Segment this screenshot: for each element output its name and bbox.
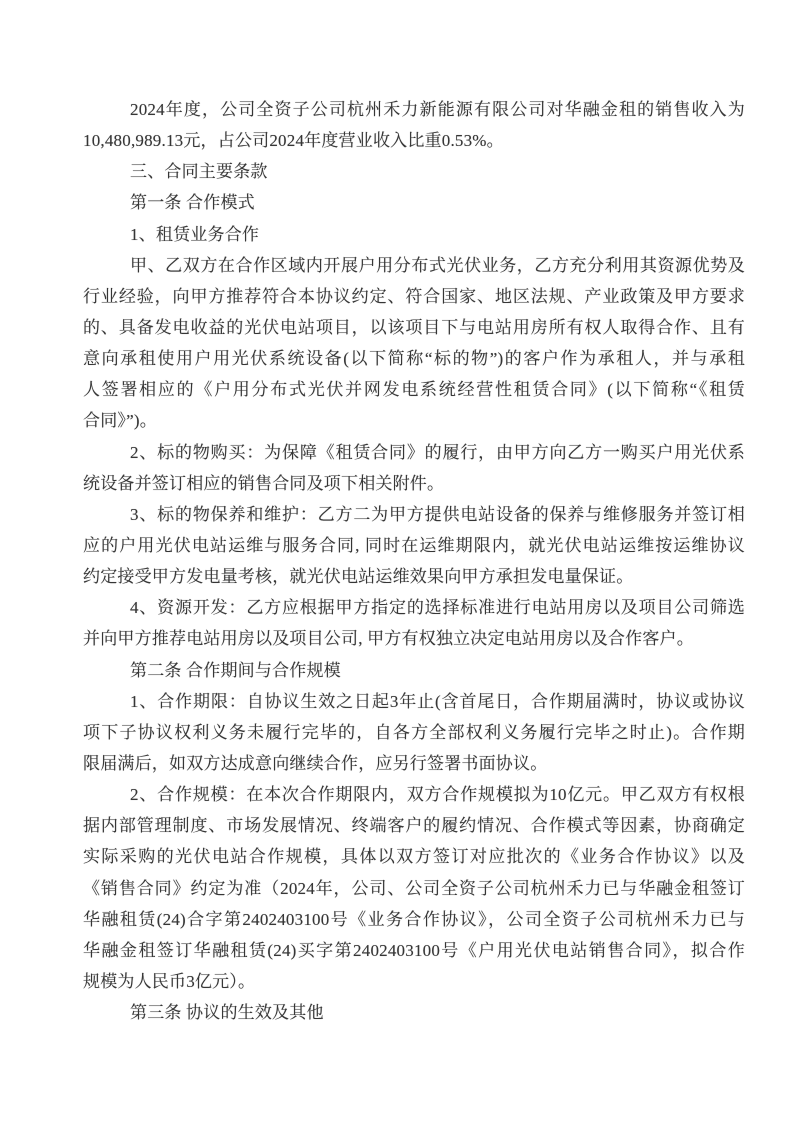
cooperation-term-paragraph <box>83 686 745 779</box>
body-text-line: 人签署相应的《户用分布式光伏并网发电系统经营性租赁合同》(以下简称“《租赁 <box>83 380 745 400</box>
body-text-line: 3、标的物保养和维护：乙方二为甲方提供电站设备的保养与维修服务并签订相 <box>130 504 745 524</box>
heading-line: 第三条 协议的生效及其他 <box>130 1003 324 1023</box>
heading-line: 第一条 合作模式 <box>130 193 255 213</box>
body-text-line: 统设备并签订相应的销售合同及项下相关附件。 <box>83 473 445 493</box>
body-text-line: 意向承租使用户用光伏系统设备(以下简称“标的物”)的客户作为承租人，并与承租 <box>83 349 745 369</box>
clause-4-paragraph <box>83 592 745 654</box>
body-text-line: 华融租赁(24)合字第2402403100号《业务合作协议》，公司全资子公司杭州禾力已与 <box>83 909 745 929</box>
clause-1-heading <box>83 219 745 250</box>
article-1-heading <box>83 187 745 218</box>
body-text-line: 限届满后，如双方达成意向继续合作，应另行签署书面协议。 <box>83 753 548 773</box>
body-text-line: 华融金租签订华融租赁(24)买字第2402403100号《户用光伏电站销售合同》，拟合作 <box>83 940 745 960</box>
heading-line: 第二条 合作期间与合作规模 <box>130 660 341 680</box>
document-body <box>83 94 745 1028</box>
body-text-line: 据内部管理制度、市场发展情况、终端客户的履约情况、合作模式等因素，协商确定 <box>83 816 745 836</box>
body-text-line: 合同》”)。 <box>83 411 157 431</box>
body-text-line: 的、具备发电收益的光伏电站项目，以该项目下与电站用房所有权人取得合作、且有 <box>83 317 745 337</box>
body-text-line: 项下子协议权利义务未履行完毕的，自各方全部权利义务履行完毕之时止)。合作期 <box>83 722 745 742</box>
body-text-line: 2、标的物购买：为保障《租赁合同》的履行，由甲方向乙方一购买户用光伏系 <box>130 442 745 462</box>
body-text-line: 约定接受甲方发电量考核，就光伏电站运维效果向甲方承担发电量保证。 <box>83 567 634 587</box>
article-2-heading <box>83 655 745 686</box>
section-heading-main-terms <box>83 156 745 187</box>
body-text-line: 2024年度，公司全资子公司杭州禾力新能源有限公司对华融金租的销售收入为 <box>130 100 745 119</box>
body-text-line: 10,480,989.13元，占公司2024年度营业收入比重0.53%。 <box>83 131 504 151</box>
body-text-line: 1、合作期限：自协议生效之日起3年止(含首尾日，合作期届满时，协议或协议 <box>130 691 745 711</box>
body-text-line: 行业经验，向甲方推荐符合本协议约定、符合国家、地区法规、产业政策及甲方要求 <box>83 286 745 306</box>
body-text-line: 规模为人民币3亿元）。 <box>83 971 256 991</box>
body-text-line: 4、资源开发：乙方应根据甲方指定的选择标准进行电站用房以及项目公司筛选 <box>130 598 745 618</box>
clause-2-paragraph <box>83 437 745 499</box>
clause-1-paragraph <box>83 250 745 437</box>
body-text-line: 2、合作规模：在本次合作期限内，双方合作规模拟为10亿元。甲乙双方有权根 <box>130 785 745 805</box>
body-text-line: 甲、乙双方在合作区域内开展户用分布式光伏业务，乙方充分利用其资源优势及 <box>130 255 745 275</box>
body-text-line: 应的户用光伏电站运维与服务合同, 同时在运维期限内，就光伏电站运维按运维协议 <box>83 535 745 555</box>
body-text-line: 《销售合同》约定为准（2024年，公司、公司全资子公司杭州禾力已与华融金租签订 <box>83 878 745 898</box>
cooperation-scale-paragraph <box>83 779 745 997</box>
body-text-line: 实际采购的光伏电站合作规模，具体以双方签订对应批次的《业务合作协议》以及 <box>83 847 745 867</box>
article-3-heading <box>83 997 745 1028</box>
clause-3-paragraph <box>83 499 745 592</box>
heading-line: 1、租赁业务合作 <box>130 224 260 244</box>
revenue-intro-paragraph <box>83 94 745 156</box>
heading-line: 三、合同主要条款 <box>130 162 268 182</box>
body-text-line: 并向甲方推荐电站用房以及项目公司, 甲方有权独立决定电站用房以及合作客户。 <box>83 629 694 649</box>
